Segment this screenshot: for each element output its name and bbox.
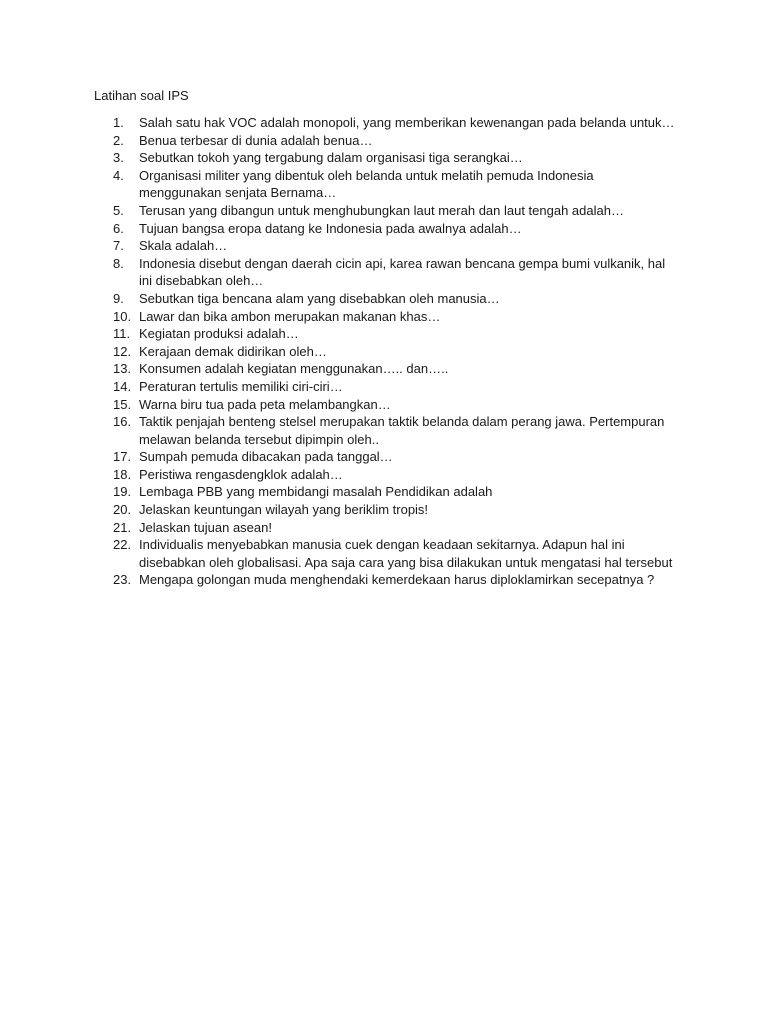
question-item: [94, 396, 674, 414]
question-text: Individualis menyebabkan manusia cuek dengan keadaan sekitarnya. Adapun hal ini: [139, 537, 625, 553]
question-item: [94, 536, 674, 571]
question-text: Sebutkan tokoh yang tergabung dalam organisasi tiga serangkai…: [139, 150, 523, 166]
question-text: Indonesia disebut dengan daerah cicin api, karea rawan bencana gempa bumi vulkanik, hal: [139, 255, 666, 271]
question-text: Peristiwa rengasdengklok adalah…: [139, 466, 343, 482]
question-text: Konsumen adalah kegiatan menggunakan….. dan…..: [139, 361, 449, 377]
question-text: Lawar dan bika ambon merupakan makanan khas…: [139, 308, 441, 324]
question-item: [94, 220, 674, 238]
question-list: [94, 114, 674, 589]
question-number: 12.: [113, 343, 132, 359]
question-item: [94, 466, 674, 484]
question-text: Warna biru tua pada peta melambangkan…: [139, 396, 391, 412]
question-number: 15.: [113, 396, 132, 412]
document-title: Latihan soal IPS: [94, 88, 189, 103]
question-item: [94, 167, 674, 202]
question-item: [94, 290, 674, 308]
question-text: Mengapa golongan muda menghendaki kemerdekaan harus diploklamirkan secepatnya ?: [139, 572, 655, 588]
question-number: 21.: [113, 519, 132, 535]
question-text: Jelaskan keuntungan wilayah yang beriklim tropis!: [139, 502, 429, 518]
question-number: 3.: [113, 150, 124, 166]
question-number: 23.: [113, 572, 132, 588]
question-text: Terusan yang dibangun untuk menghubungkan laut merah dan laut tengah adalah…: [139, 202, 624, 218]
question-item: [94, 483, 674, 501]
question-text: Sebutkan tiga bencana alam yang disebabkan oleh manusia…: [139, 290, 500, 306]
question-number: 9.: [113, 290, 124, 306]
question-item: [94, 343, 674, 361]
question-text: Organisasi militer yang dibentuk oleh belanda untuk melatih pemuda Indonesia: [139, 167, 594, 183]
question-text: melawan belanda tersebut dipimpin oleh..: [139, 431, 379, 447]
question-number: 6.: [113, 220, 124, 236]
question-text: Tujuan bangsa eropa datang ke Indonesia pada awalnya adalah…: [139, 220, 522, 236]
question-number: 2.: [113, 132, 124, 148]
question-number: 10.: [113, 308, 132, 324]
question-text: Lembaga PBB yang membidangi masalah Pendidikan adalah: [139, 484, 493, 500]
question-number: 8.: [113, 255, 124, 271]
question-item: [94, 360, 674, 378]
question-item: [94, 308, 674, 326]
question-item: [94, 149, 674, 167]
question-number: 14.: [113, 378, 132, 394]
question-item: [94, 519, 674, 537]
question-number: 18.: [113, 466, 132, 482]
question-item: [94, 413, 674, 448]
question-item: [94, 448, 674, 466]
question-item: [94, 378, 674, 396]
question-number: 4.: [113, 167, 124, 183]
question-text: disebabkan oleh globalisasi. Apa saja cara yang bisa dilakukan untuk mengatasi hal tersebut: [139, 554, 673, 570]
question-number: 19.: [113, 484, 132, 500]
question-text: Salah satu hak VOC adalah monopoli, yang memberikan kewenangan pada belanda untuk…: [139, 115, 675, 130]
question-number: 1.: [113, 115, 124, 130]
question-text: Jelaskan tujuan asean!: [139, 519, 272, 535]
question-text: Skala adalah…: [139, 238, 228, 254]
question-text: Kerajaan demak didirikan oleh…: [139, 343, 327, 359]
question-number: 16.: [113, 414, 132, 430]
question-text: Taktik penjajah benteng stelsel merupakan taktik belanda dalam perang jawa. Pertempuran: [139, 414, 665, 430]
question-text: ini disebabkan oleh…: [139, 273, 264, 289]
question-item: [94, 501, 674, 519]
question-item: [94, 132, 674, 150]
question-item: [94, 237, 674, 255]
question-item: [94, 255, 674, 290]
question-number: 7.: [113, 238, 124, 254]
question-number: 5.: [113, 202, 124, 218]
question-item: [94, 571, 674, 589]
question-text: Benua terbesar di dunia adalah benua…: [139, 132, 373, 148]
question-text: Sumpah pemuda dibacakan pada tanggal…: [139, 449, 393, 465]
question-item: [94, 114, 674, 132]
question-text: menggunakan senjata Bernama…: [139, 185, 337, 201]
question-number: 22.: [113, 537, 132, 553]
question-number: 11.: [113, 326, 131, 342]
question-text: Kegiatan produksi adalah…: [139, 326, 299, 342]
question-number: 13.: [113, 361, 132, 377]
question-item: [94, 202, 674, 220]
question-number: 20.: [113, 502, 132, 518]
question-item: [94, 325, 674, 343]
question-text: Peraturan tertulis memiliki ciri-ciri…: [139, 378, 343, 394]
question-number: 17.: [113, 449, 132, 465]
